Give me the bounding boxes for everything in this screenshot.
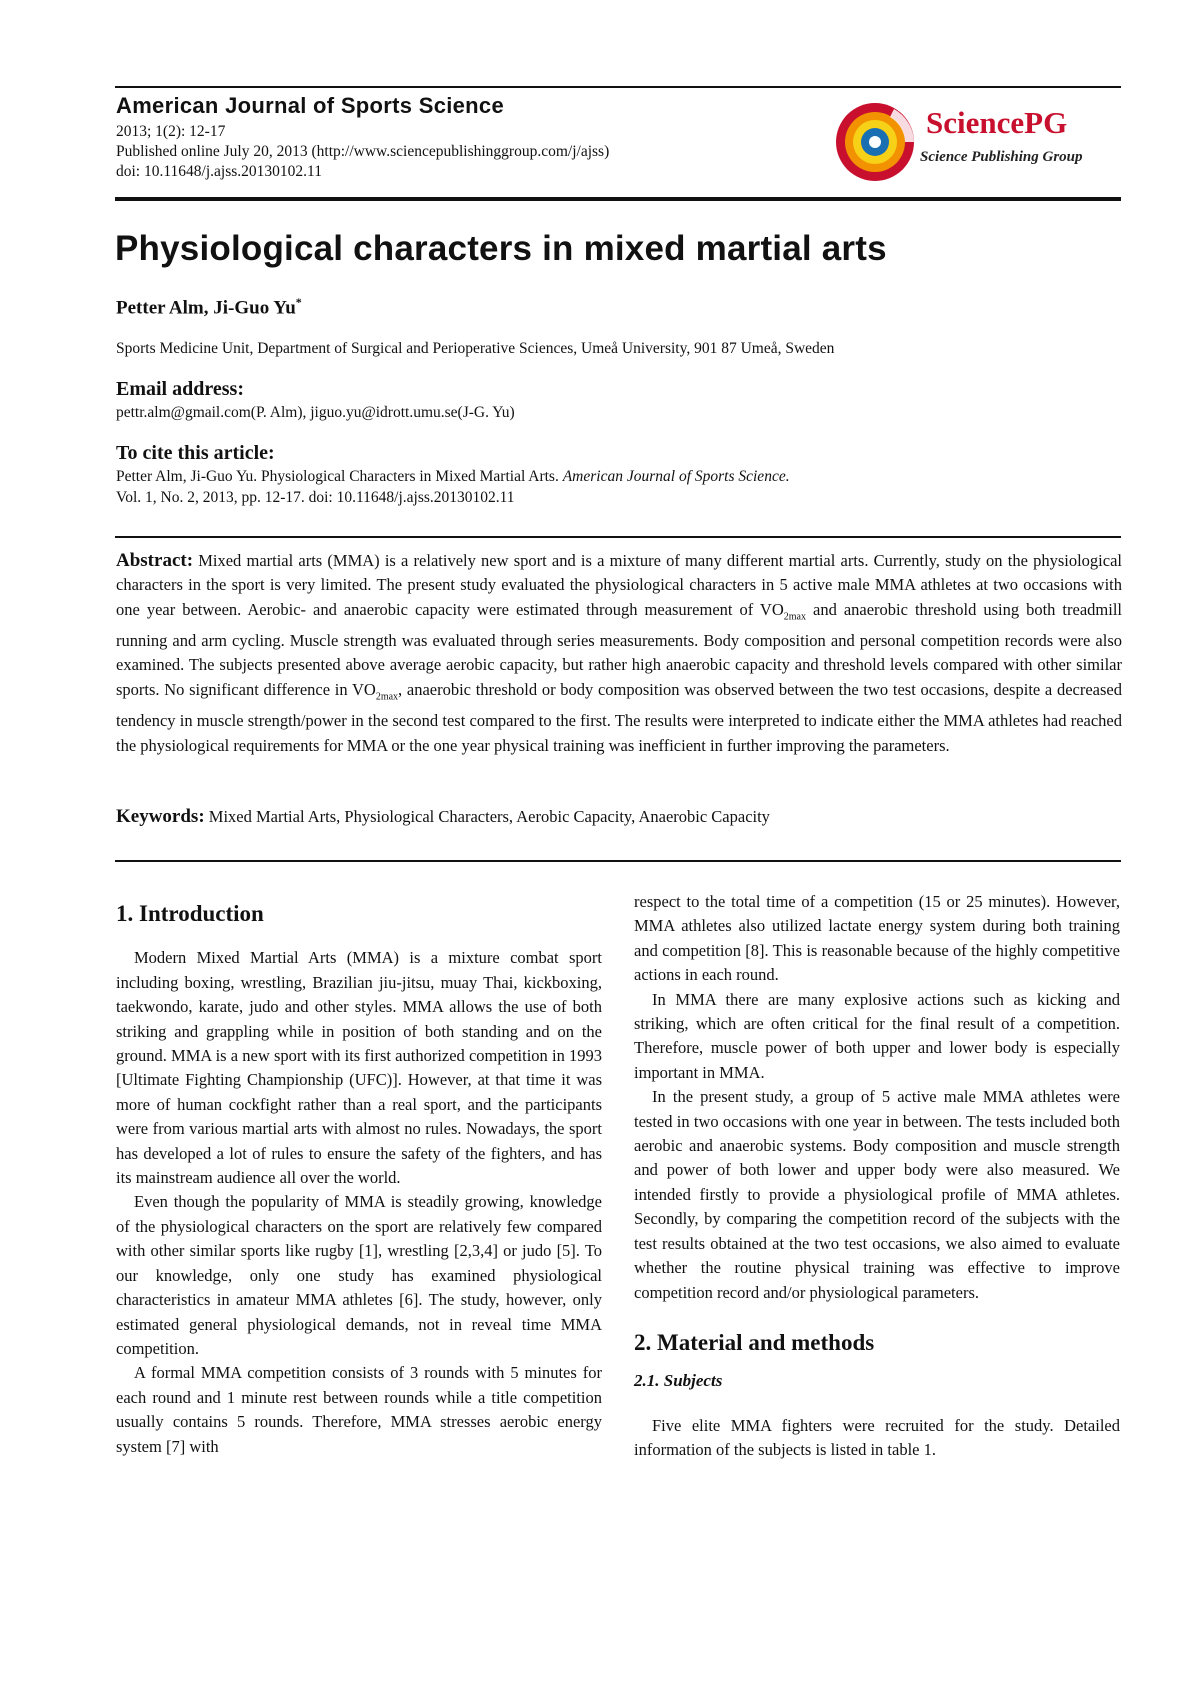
email-label: Email address: (116, 378, 244, 400)
citation-plain: Petter Alm, Ji-Guo Yu. Physiological Characters in Mixed Martial Arts. (116, 468, 563, 485)
top-rule (115, 86, 1121, 88)
sciencepg-logo (834, 101, 1094, 181)
sciencepg-logo-icon (834, 101, 916, 183)
intro-paragraph-3: A formal MMA competition consists of 3 rounds with 5 minutes for each round and 1 minute rest between rounds while a title competition usually contains 5 rounds. Therefore, MMA stresses aerobic energy system [7] with (116, 1363, 602, 1456)
logo-subtitle-text: Science Publishing Group (920, 149, 1083, 165)
intro-paragraph-2: Even though the popularity of MMA is steadily growing, knowledge of the physiological characters on the sport are relatively few compared with other similar sports like rugby [1], wrestling [2,3,4] or judo [5]. To our knowledge, only one study has examined physiological characteristics in amateur MMA athletes [6]. The study, however, only estimated general physiological demands, not in reveal time MMA competition. (116, 1192, 602, 1358)
intro-paragraph-4: respect to the total time of a competition (15 or 25 minutes). However, MMA athletes also utilized lactate energy system during both training and competition [8]. This is reasonable because of the highly competitive actions in each round. (634, 892, 1120, 985)
abstract-text-1: Mixed martial arts (MMA) is a relatively new sport and is a mixture of many different martial arts. Currently, study on the physiological characters in the sport is very limited. The present study evaluated the physiological characters in 5 active male MMA athletes at two occasions with one year between. Aerobic- and anaerobic capacity were estimated through measurement of VO (116, 551, 1122, 619)
intro-paragraph-5: In MMA there are many explosive actions such as kicking and striking, which are often critical for the final result of a competition. Therefore, muscle power of both upper and lower body is especially important in MMA. (634, 989, 1120, 1082)
section-heading-methods: 2. Material and methods (634, 1329, 875, 1355)
journal-doi[interactable]: doi: 10.11648/j.ajss.20130102.11 (116, 163, 322, 180)
intro-paragraph-1: Modern Mixed Martial Arts (MMA) is a mixture combat sport including boxing, wrestling, Brazilian jiu-jitsu, muay Thai, kickboxing, taekwondo, karate, judo and other styles. MMA allows the use of both striking and grappling while in position of both standing and on the ground. MMA is a new sport with its first authorized competition in 1993 [Ultimate Fighting Championship (UFC)]. However, at that time it was more of human cockfight rather than a real sport, and the participants were from various martial arts with almost no rules. Nowadays, the sport has developed a lot of rules to ensure the safety of the fighters, and has its mainstream audience all over the world. (116, 948, 602, 1188)
affiliation: Sports Medicine Unit, Department of Surgical and Perioperative Sciences, Umeå University, 901 87 Umeå, Sweden (116, 340, 835, 357)
keywords-label: Keywords: (116, 806, 205, 827)
published-online[interactable]: Published online July 20, 2013 (http://www.sciencepublishinggroup.com/j/ajss) (116, 143, 610, 160)
left-column (116, 902, 602, 1459)
vo2max-sub-1: 2max (783, 610, 806, 622)
cite-label: To cite this article: (116, 442, 275, 464)
journal-title: American Journal of Sports Science (116, 93, 504, 118)
abstract-top-rule (115, 536, 1121, 538)
citation-journal: American Journal of Sports Science. (562, 468, 790, 485)
keywords (116, 806, 770, 828)
keywords-text: Mixed Martial Arts, Physiological Characters, Aerobic Capacity, Anaerobic Capacity (204, 807, 770, 826)
subjects-paragraph: Five elite MMA fighters were recruited for the study. Detailed information of the subjects is listed in table 1. (634, 1415, 1120, 1460)
citation-line-2: Vol. 1, No. 2, 2013, pp. 12-17. doi: 10.11648/j.ajss.20130102.11 (116, 489, 515, 506)
section-heading-introduction: 1. Introduction (116, 901, 264, 926)
abstract-text-3: , anaerobic threshold or body composition was observed between the two test occasions, despite a decreased tendency in muscle strength/power in the second test compared to the first. The results were interpreted to indicate either the MMA athletes had reached the physiological requirements for MMA or the one year physical training was inefficient in further improving the parameters. (116, 679, 1122, 755)
right-column (634, 890, 1120, 1463)
subsection-heading-subjects: 2.1. Subjects (634, 1371, 723, 1391)
abstract-bottom-rule (115, 860, 1121, 862)
header-rule (115, 197, 1121, 201)
author-names: Petter Alm, Ji-Guo Yu (116, 297, 296, 319)
paper-title: Physiological characters in mixed martial arts (115, 229, 887, 268)
vo2max-sub-2: 2max (375, 691, 399, 703)
logo-brand-text: SciencePG (926, 105, 1068, 140)
citation-line-1 (116, 468, 790, 486)
authors (116, 295, 302, 319)
abstract-label: Abstract: (116, 550, 194, 571)
abstract-text-2: and anaerobic threshold using both treadmill running and arm cycling. Muscle strength was evaluated through series measurements. Body composition and personal competition records were also examined. The subjects presented above average aerobic capacity, but rather high anaerobic capacity and threshold levels compared with other similar sports. No significant difference in VO (116, 599, 1122, 699)
corresponding-author-mark: * (295, 295, 302, 309)
intro-paragraph-6: In the present study, a group of 5 active male MMA athletes were tested in two occasions with one year in between. The tests included both aerobic and anaerobic systems. Body composition and muscle strength and power of both lower and upper body were also measured. We intended firstly to provide a physiological profile of MMA athletes. Secondly, by comparing the competition record of the subjects with the test results obtained at the two test occasions, we also aimed to evaluate whether the routine physical training was effective to improve competition record and/or physiological parameters. (634, 1087, 1120, 1302)
abstract (116, 549, 1122, 758)
journal-issue: 2013; 1(2): 12-17 (116, 123, 226, 140)
email-addresses[interactable]: pettr.alm@gmail.com(P. Alm), jiguo.yu@idrott.umu.se(J-G. Yu) (116, 404, 515, 421)
